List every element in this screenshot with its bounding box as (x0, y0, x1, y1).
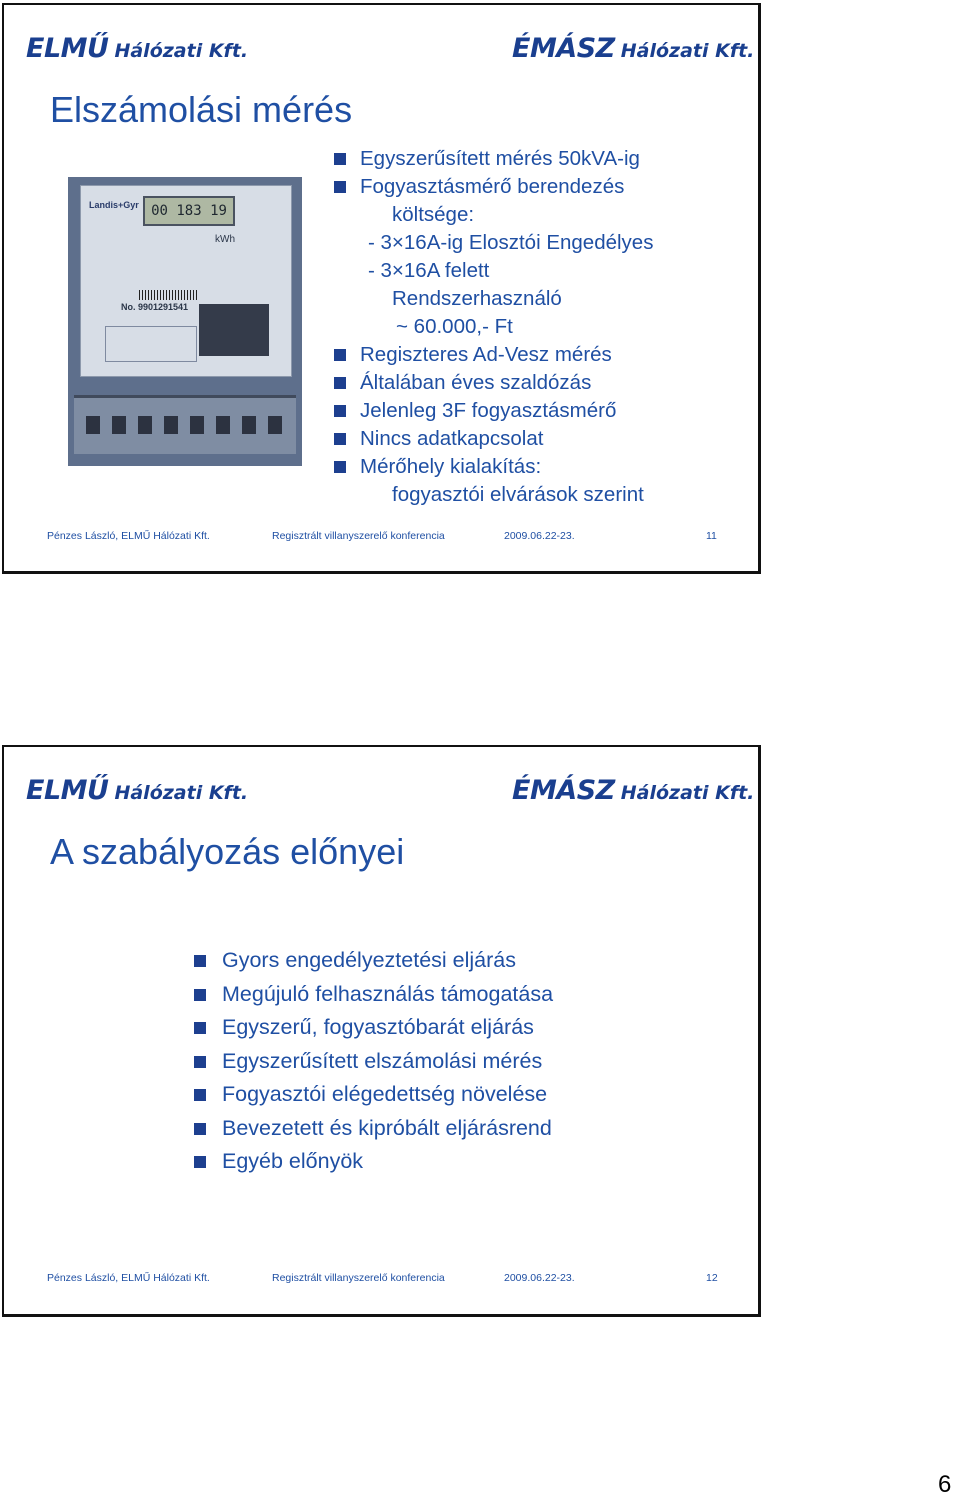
footer-slide-number: 12 (706, 1272, 718, 1284)
slide-title: Elszámolási mérés (50, 89, 353, 130)
bullet-square-icon (194, 989, 206, 1001)
bullet-text: Rendszerhasználó (392, 287, 562, 310)
bullet-text: Bevezetett és kipróbált eljárásrend (222, 1115, 552, 1140)
bullet-square-icon (334, 461, 346, 473)
bullet-item (334, 313, 653, 341)
meter-unit: kWh (215, 234, 235, 245)
bullet-item (194, 1078, 553, 1112)
emasz-logo-main: ÉMÁSZ (512, 33, 615, 64)
bullet-item (334, 341, 653, 369)
bullet-square-icon (334, 153, 346, 165)
emasz-logo-sub: Hálózati Kft. (620, 40, 755, 62)
emasz-logo (512, 33, 754, 64)
bullet-text: Egyszerűsített elszámolási mérés (222, 1048, 543, 1073)
meter-terminal-diagram (105, 326, 197, 362)
slide-title: A szabályozás előnyei (50, 831, 405, 872)
elmu-logo (26, 775, 248, 806)
terminal-slot (268, 416, 282, 434)
bullet-item (334, 425, 653, 453)
bullet-square-icon (194, 1022, 206, 1034)
page-number: 6 (938, 1471, 952, 1498)
bullet-item (194, 1145, 553, 1179)
bullet-item (194, 978, 553, 1012)
footer-event: Regisztrált villanyszerelő konferencia (272, 1272, 445, 1284)
meter-panel (199, 304, 269, 356)
bullet-item (334, 173, 653, 201)
terminal-slot (216, 416, 230, 434)
footer-slide-number: 11 (706, 530, 717, 542)
bullet-text: Mérőhely kialakítás: (360, 455, 542, 478)
bullet-square-icon (194, 1123, 206, 1135)
footer-author: Pénzes László, ELMŰ Hálózati Kft. (47, 1272, 210, 1284)
terminal-slot (86, 416, 100, 434)
footer-event: Regisztrált villanyszerelő konferencia (272, 530, 445, 542)
bullet-item (334, 145, 653, 173)
bullet-square-icon (334, 433, 346, 445)
bullet-text: Általában éves szaldózás (360, 371, 592, 394)
bullet-text: ~ 60.000,- Ft (396, 315, 513, 338)
bullet-text: Fogyasztói elégedettség növelése (222, 1082, 548, 1106)
meter-terminal-block (74, 395, 296, 454)
terminal-slot (242, 416, 256, 434)
bullet-square-icon (194, 955, 206, 967)
bullet-item (334, 257, 653, 285)
bullet-square-icon (194, 1056, 206, 1068)
bullet-text: Nincs adatkapcsolat (360, 427, 544, 450)
footer-date: 2009.06.22-23. (504, 1272, 575, 1284)
footer-date: 2009.06.22-23. (504, 530, 575, 542)
bullet-item (334, 201, 653, 229)
emasz-logo-sub: Hálózati Kft. (620, 782, 755, 804)
bullet-square-icon (194, 1089, 206, 1101)
bullet-text: Megújuló felhasználás támogatása (222, 981, 554, 1006)
bullet-text: - 3×16A felett (368, 259, 490, 282)
bullet-item (334, 397, 653, 425)
bullet-text: - 3×16A-ig Elosztói Engedélyes (368, 231, 654, 254)
bullet-text: Egyszerűsített mérés 50kVA-ig (360, 147, 640, 170)
bullet-square-icon (334, 349, 346, 361)
electricity-meter-photo (68, 177, 302, 466)
emasz-logo (512, 775, 754, 806)
bullet-item (334, 285, 653, 313)
slide-12 (2, 745, 761, 1317)
bullet-square-icon (334, 405, 346, 417)
terminal-slot (164, 416, 178, 434)
elmu-logo-main: ELMŰ (26, 33, 109, 64)
elmu-logo-sub: Hálózati Kft. (114, 782, 249, 804)
bullet-text: költsége: (392, 203, 475, 226)
bullet-item (194, 1011, 553, 1045)
meter-face (80, 185, 292, 377)
bullet-square-icon (334, 377, 346, 389)
bullet-item (334, 481, 653, 509)
bullet-item (334, 229, 653, 257)
bullet-list (194, 944, 553, 1179)
bullet-text: Egyéb előnyök (222, 1149, 364, 1173)
slide-11 (2, 3, 761, 574)
bullet-text: Fogyasztásmérő berendezés (360, 175, 625, 198)
meter-display: 00 183 19 (143, 196, 235, 226)
bullet-list (334, 145, 653, 509)
elmu-logo (26, 33, 248, 64)
bullet-text: Regiszteres Ad-Vesz mérés (360, 343, 612, 366)
bullet-text: Egyszerű, fogyasztóbarát eljárás (222, 1015, 534, 1039)
footer-author: Pénzes László, ELMŰ Hálózati Kft. (47, 530, 210, 542)
meter-brand: Landis+Gyr (89, 200, 139, 210)
bullet-text: fogyasztói elvárások szerint (392, 483, 644, 506)
bullet-item (334, 453, 653, 481)
bullet-text: Gyors engedélyeztetési eljárás (222, 948, 516, 972)
emasz-logo-main: ÉMÁSZ (512, 775, 615, 806)
bullet-square-icon (334, 181, 346, 193)
terminal-slot (112, 416, 126, 434)
bullet-item (334, 369, 653, 397)
meter-barcode (139, 290, 199, 300)
bullet-text: Jelenleg 3F fogyasztásmérő (360, 399, 617, 422)
bullet-item (194, 1045, 553, 1079)
bullet-item (194, 944, 553, 978)
terminal-slot (138, 416, 152, 434)
terminal-slot (190, 416, 204, 434)
bullet-item (194, 1112, 553, 1146)
elmu-logo-main: ELMŰ (26, 775, 109, 806)
elmu-logo-sub: Hálózati Kft. (114, 40, 249, 62)
bullet-square-icon (194, 1156, 206, 1168)
meter-serial: No. 9901291541 (121, 302, 189, 312)
